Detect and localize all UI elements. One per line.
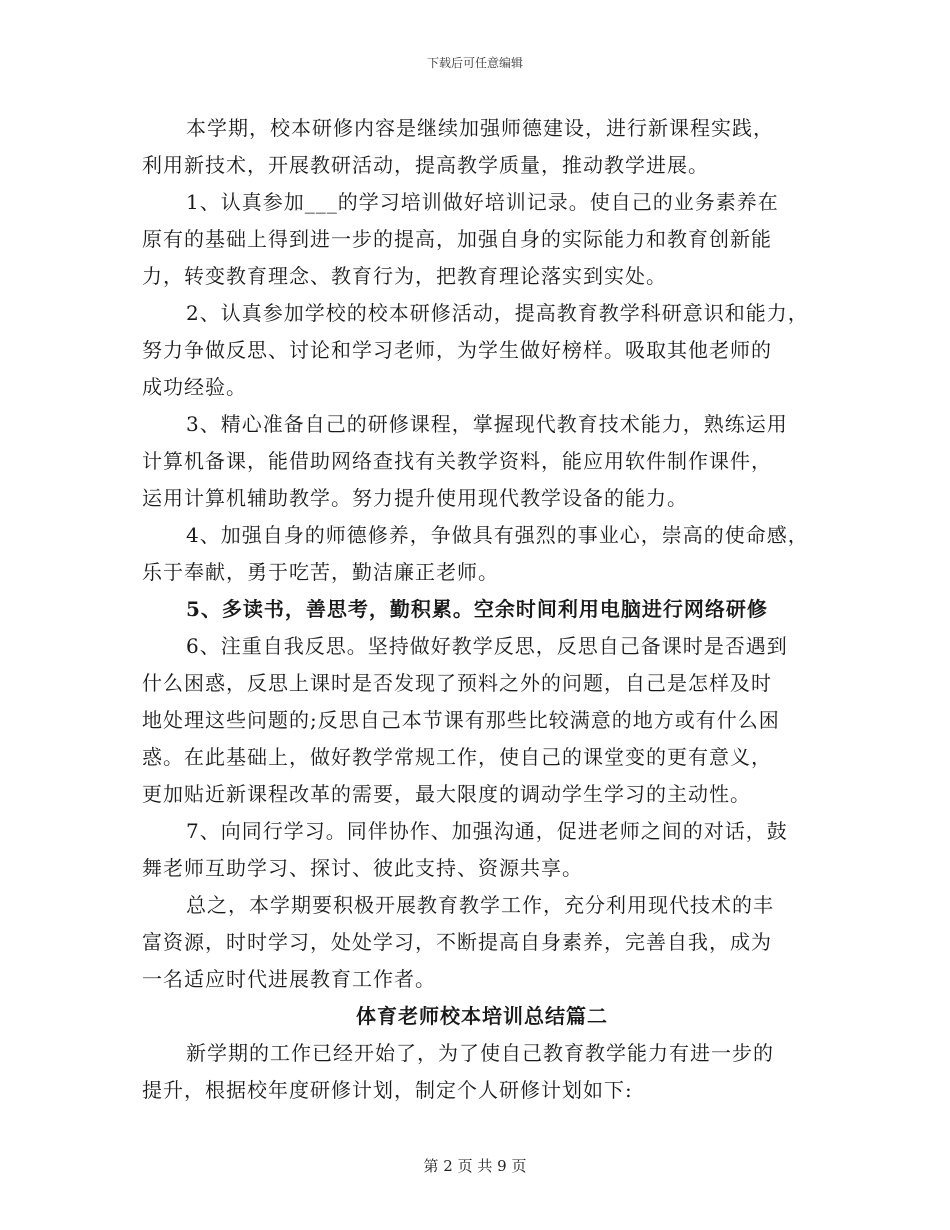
document-body xyxy=(142,110,822,1109)
paragraph-line: 2、认真参加学校的校本研修活动，提高教育教学科研意识和能力， xyxy=(186,301,809,325)
paragraph-line: 原有的基础上得到进一步的提高，加强自身的实际能力和教育创新能 xyxy=(142,227,772,251)
paragraph-line: 新学期的工作已经开始了，为了使自己教育教学能力有进一步的 xyxy=(186,1041,774,1065)
paragraph-line: 努力争做反思、讨论和学习老师，为学生做好榜样。吸取其他老师的 xyxy=(142,338,772,362)
paragraph-line: 力，转变教育理念、教育行为，把教育理论落实到实处。 xyxy=(142,264,667,288)
header-note: 下载后可任意编辑 xyxy=(426,56,523,70)
section-heading: 体育老师校本培训总结篇二 xyxy=(356,1004,608,1028)
paragraph-line: 6、注重自我反思。坚持做好教学反思，反思自己备课时是否遇到 xyxy=(186,634,788,658)
paragraph-line: 惑。在此基础上，做好教学常规工作，使自己的课堂变的更有意义， xyxy=(142,745,772,769)
paragraph-line: 总之，本学期要积极开展教育教学工作，充分利用现代技术的丰 xyxy=(186,893,774,917)
paragraph-line: 提升，根据校年度研修计划，制定个人研修计划如下: xyxy=(142,1078,633,1102)
page-number: 第 2 页 共 9 页 xyxy=(423,1157,527,1175)
paragraph-line: 计算机备课，能借助网络查找有关教学资料，能应用软件制作课件， xyxy=(142,449,772,473)
paragraph-line: 7、向同行学习。同伴协作、加强沟通，促进老师之间的对话，鼓 xyxy=(186,819,788,843)
paragraph-line: 什么困惑，反思上课时是否发现了预料之外的问题，自己是怎样及时 xyxy=(142,671,772,695)
paragraph-line: 利用新技术，开展教研活动，提高教学质量，推动教学进展。 xyxy=(142,153,709,177)
paragraph-line: 成功经验。 xyxy=(142,375,247,399)
paragraph-line: 一名适应时代进展教育工作者。 xyxy=(142,967,436,991)
paragraph-line: 4、加强自身的师德修养，争做具有强烈的事业心，崇高的使命感， xyxy=(186,523,809,547)
paragraph-line: 本学期，校本研修内容是继续加强师德建设，进行新课程实践， xyxy=(186,116,774,140)
paragraph-line: 1、认真参加___的学习培训做好培训记录。使自己的业务素养在 xyxy=(186,190,779,214)
paragraph-line: 乐于奉献，勇于吃苦，勤洁廉正老师。 xyxy=(142,560,499,584)
paragraph-line: 地处理这些问题的;反思自己本节课有那些比较满意的地方或有什么困 xyxy=(142,708,780,732)
paragraph-line: 3、精心准备自己的研修课程，掌握现代教育技术能力，熟练运用 xyxy=(186,412,788,436)
paragraph-line: 运用计算机辅助教学。努力提升使用现代教学设备的能力。 xyxy=(142,486,688,510)
paragraph-line: 舞老师互助学习、探讨、彼此支持、资源共享。 xyxy=(142,856,583,880)
paragraph-line: 富资源，时时学习，处处学习，不断提高自身素养，完善自我，成为 xyxy=(142,930,772,954)
paragraph-line: 更加贴近新课程改革的需要，最大限度的调动学生学习的主动性。 xyxy=(142,782,751,806)
bold-paragraph-line: 5、多读书，善思考，勤积累。空余时间利用电脑进行网络研修 xyxy=(186,597,768,621)
